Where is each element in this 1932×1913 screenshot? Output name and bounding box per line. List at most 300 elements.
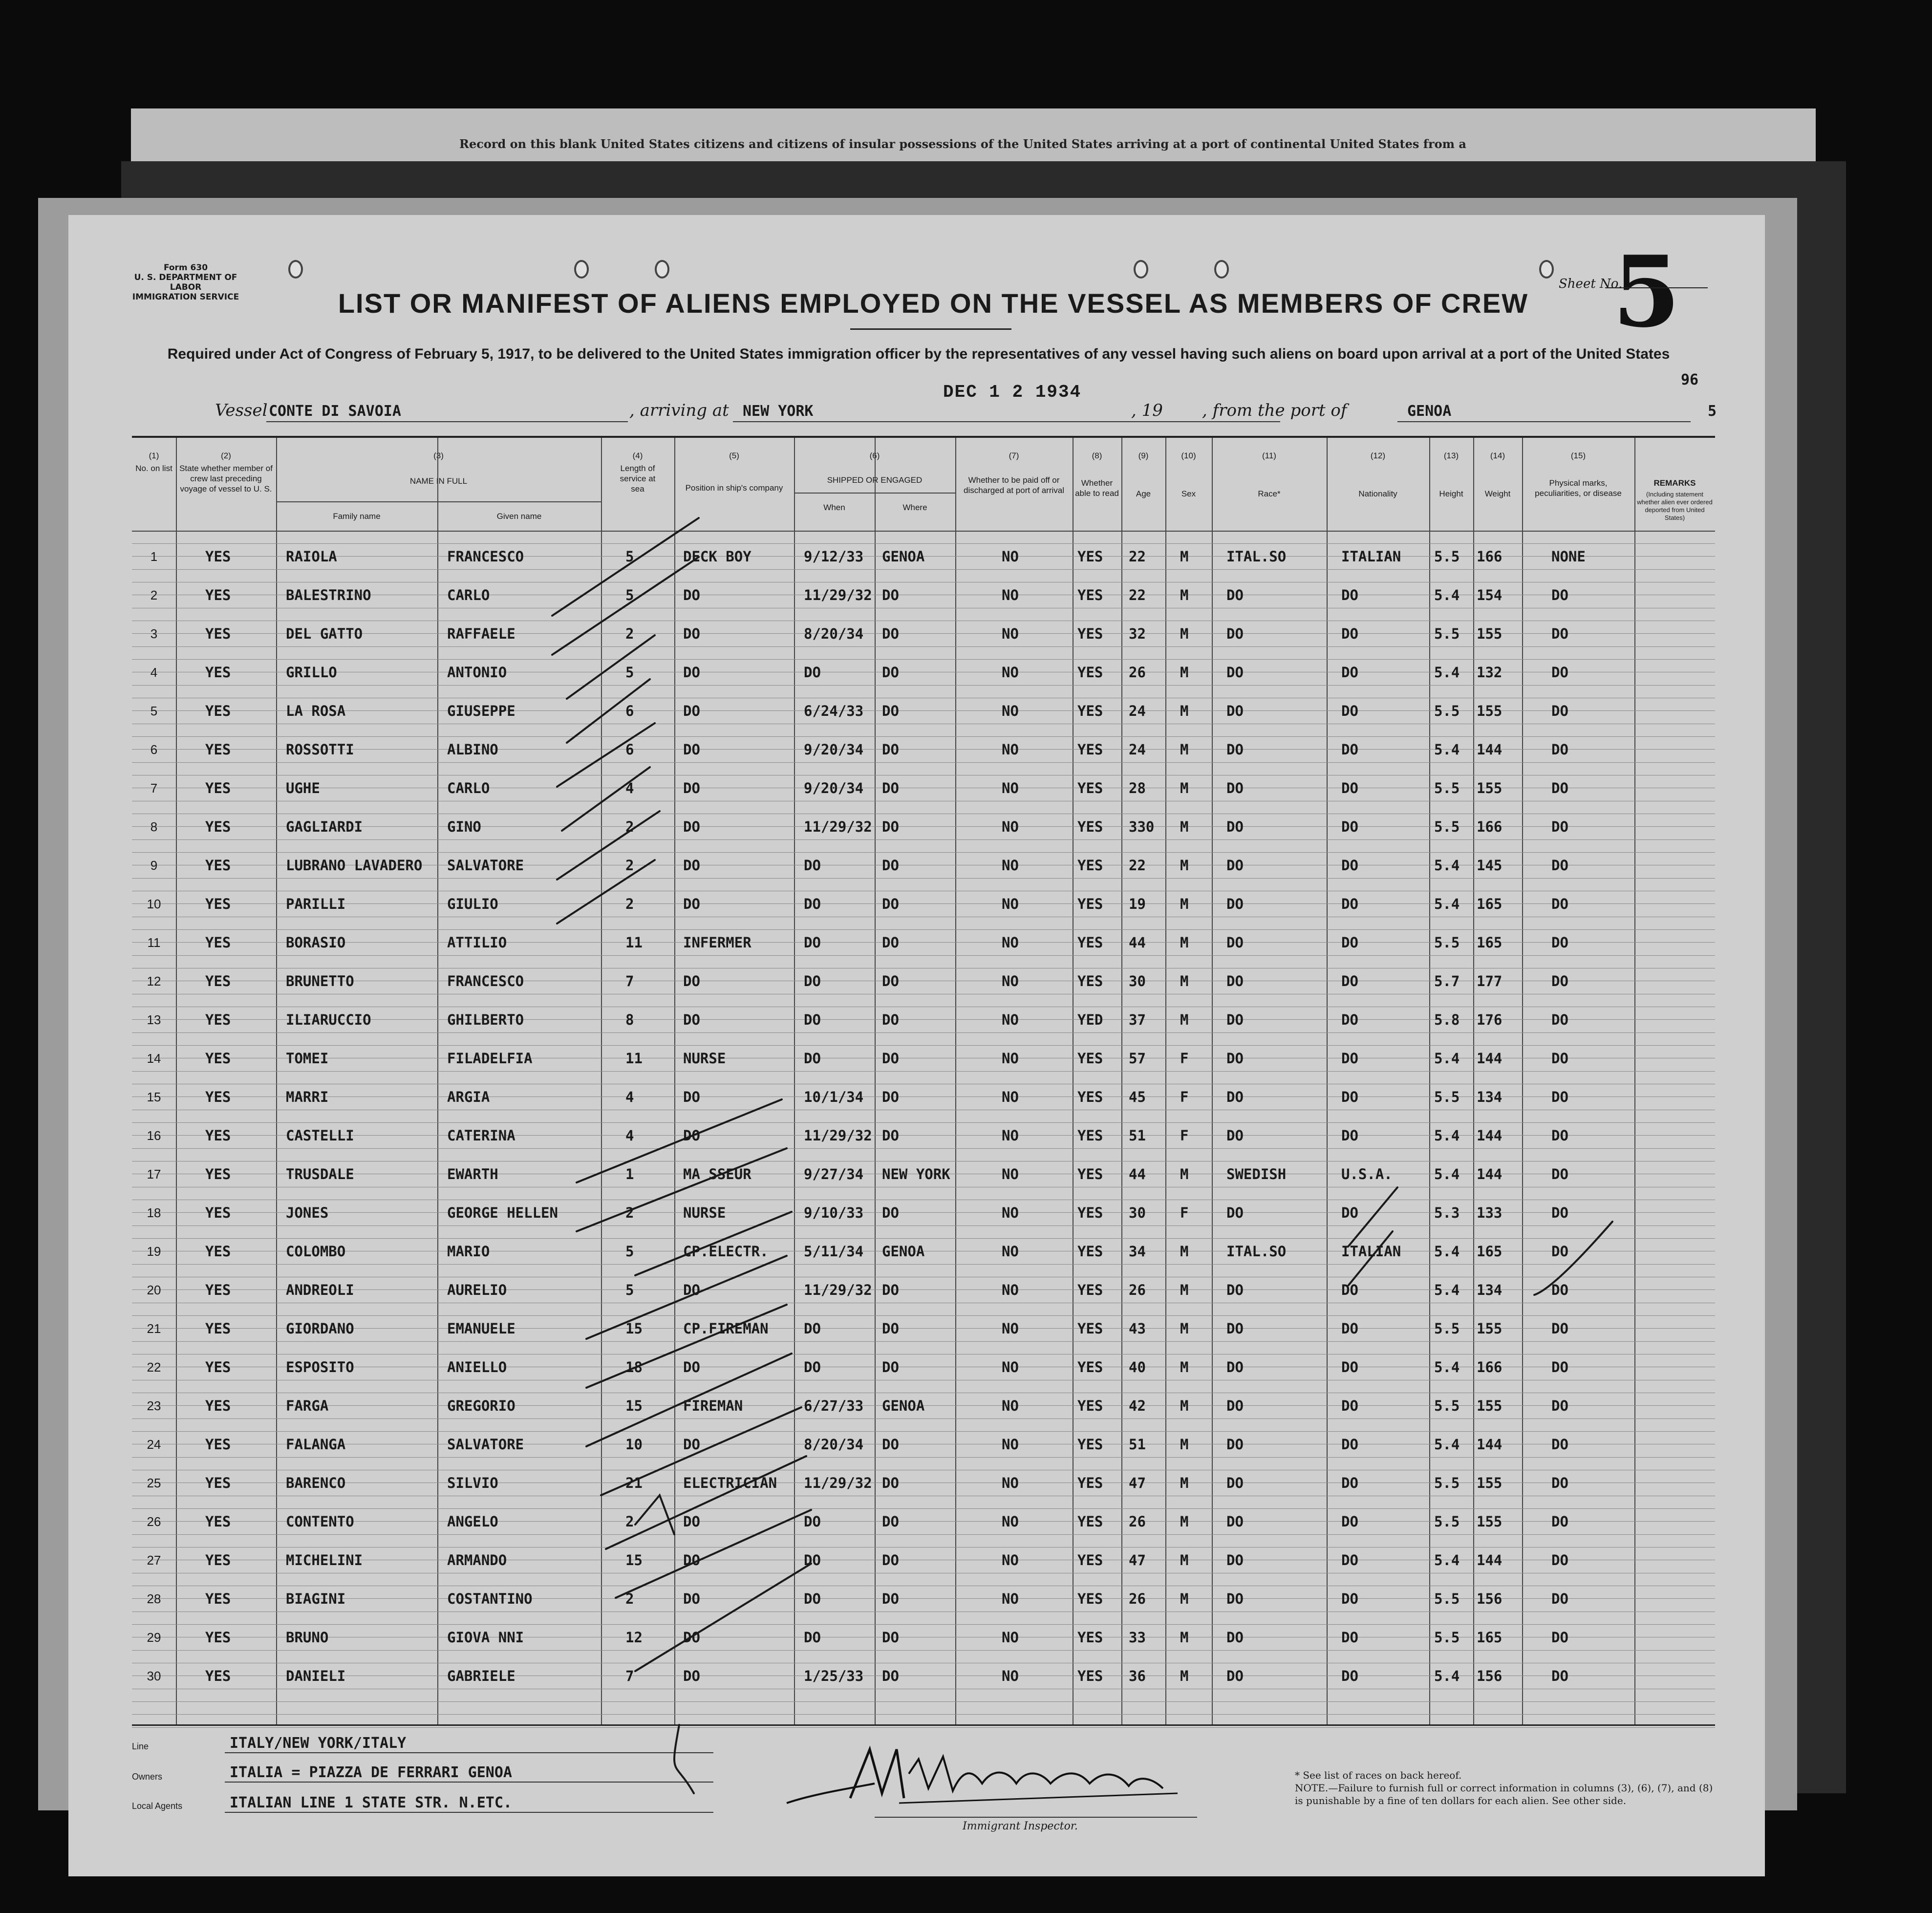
ruled-line <box>132 1650 1715 1651</box>
cell-weight: 155 <box>1477 1397 1503 1414</box>
cell-able-to-read: YES <box>1077 1204 1103 1221</box>
cell-nationality: DO <box>1341 1204 1358 1221</box>
cell-previous-voyage: YES <box>205 1320 231 1337</box>
cell-height: 5.5 <box>1434 1629 1460 1646</box>
cell-height: 5.4 <box>1434 857 1460 874</box>
cell-given-name: FRANCESCO <box>447 973 524 989</box>
cell-able-to-read: YES <box>1077 741 1103 758</box>
cell-race: DO <box>1226 780 1244 796</box>
agents-label: Local Agents <box>132 1801 183 1811</box>
cell-physical-marks: DO <box>1551 1668 1568 1684</box>
cell-previous-voyage: YES <box>205 1050 231 1067</box>
cell-race: DO <box>1226 625 1244 642</box>
line-label: Line <box>132 1741 149 1751</box>
cell-age: 45 <box>1129 1089 1146 1105</box>
cell-shipped-when: 9/20/34 <box>804 780 864 796</box>
ruled-line <box>132 1714 1715 1715</box>
ruled-line <box>132 1045 1715 1046</box>
cell-race: DO <box>1226 1397 1244 1414</box>
cell-nationality: DO <box>1341 1320 1358 1337</box>
sheet-number-label: Sheet No. <box>1559 277 1623 291</box>
cell-sex: M <box>1180 625 1189 642</box>
cell-previous-voyage: YES <box>205 780 231 796</box>
cell-given-name: FRANCESCO <box>447 548 524 565</box>
cell-race: DO <box>1226 1513 1244 1530</box>
col-5-number: (5) <box>729 451 739 460</box>
cell-given-name: ANIELLO <box>447 1359 507 1376</box>
punch-hole <box>1539 260 1554 279</box>
cell-position: NURSE <box>683 1050 726 1067</box>
cell-height: 5.3 <box>1434 1204 1460 1221</box>
cell-shipped-where: DO <box>882 780 899 796</box>
col-4-number: (4) <box>632 451 643 460</box>
col-3-number: (3) <box>433 451 444 460</box>
cell-previous-voyage: YES <box>205 1397 231 1414</box>
cell-paid-off: NO <box>1002 1243 1019 1260</box>
cell-paid-off: NO <box>1002 664 1019 681</box>
cell-weight: 132 <box>1477 664 1503 681</box>
cell-physical-marks: DO <box>1551 934 1568 951</box>
cell-physical-marks: DO <box>1551 1089 1568 1105</box>
col-12-number: (12) <box>1370 451 1386 460</box>
cell-sex: F <box>1180 1089 1189 1105</box>
ruled-line <box>132 1508 1715 1509</box>
cell-shipped-when: 11/29/32 <box>804 587 872 603</box>
cell-length-of-service: 7 <box>625 1668 634 1684</box>
ruled-line <box>132 1071 1715 1072</box>
arriving-port: NEW YORK <box>743 403 814 420</box>
cell-height: 5.4 <box>1434 1436 1460 1453</box>
owners-value: ITALIA = PIAZZA DE FERRARI GENOA <box>230 1764 512 1781</box>
agents-value: ITALIAN LINE 1 STATE STR. N.ETC. <box>230 1794 512 1811</box>
cell-nationality: U.S.A. <box>1341 1166 1393 1182</box>
cell-sex: M <box>1180 664 1189 681</box>
cell-shipped-when: DO <box>804 1320 821 1337</box>
cell-physical-marks: DO <box>1551 703 1568 719</box>
cell-given-name: SALVATORE <box>447 1436 524 1453</box>
cell-sex: M <box>1180 741 1189 758</box>
cell-length-of-service: 18 <box>625 1359 643 1376</box>
penalty-note: NOTE.—Failure to furnish full or correct information in columns (3), (6), (7), and (8) is punishable by a fine of ten dollars for each alien. See other side. <box>1295 1782 1713 1806</box>
manifest-page <box>68 215 1765 1876</box>
cell-shipped-where: DO <box>882 1011 899 1028</box>
date-stamp: DEC 1 2 1934 <box>943 382 1082 402</box>
cell-weight: 166 <box>1477 548 1503 565</box>
cell-family-name: CASTELLI <box>286 1127 354 1144</box>
cell-able-to-read: YES <box>1077 1243 1103 1260</box>
cell-row-number: 14 <box>147 1051 161 1066</box>
cell-length-of-service: 4 <box>625 1127 634 1144</box>
cell-sex: M <box>1180 1320 1189 1337</box>
service-name: IMMIGRATION SERVICE <box>132 292 239 302</box>
cell-nationality: DO <box>1341 1591 1358 1607</box>
cell-previous-voyage: YES <box>205 1513 231 1530</box>
race-note: * See list of races on back hereof. <box>1295 1769 1462 1781</box>
cell-age: 26 <box>1129 664 1146 681</box>
ruled-line <box>132 1341 1715 1342</box>
cell-previous-voyage: YES <box>205 1591 231 1607</box>
cell-height: 5.5 <box>1434 1397 1460 1414</box>
cell-age: 22 <box>1129 857 1146 874</box>
cell-position: FIREMAN <box>683 1397 743 1414</box>
cell-given-name: ATTILIO <box>447 934 507 951</box>
cell-paid-off: NO <box>1002 1629 1019 1646</box>
sheet-number: 5 <box>1612 235 1681 349</box>
ruled-line <box>132 685 1715 686</box>
cell-previous-voyage: YES <box>205 548 231 565</box>
cell-length-of-service: 2 <box>625 1513 634 1530</box>
ruled-line <box>132 1701 1715 1702</box>
cell-previous-voyage: YES <box>205 1089 231 1105</box>
cell-nationality: DO <box>1341 703 1358 719</box>
cell-row-number: 7 <box>150 781 158 795</box>
cell-sex: M <box>1180 1513 1189 1530</box>
cell-paid-off: NO <box>1002 780 1019 796</box>
cell-physical-marks: DO <box>1551 1127 1568 1144</box>
cell-row-number: 4 <box>150 665 158 680</box>
cell-shipped-where: GENOA <box>882 1243 925 1260</box>
cell-given-name: GABRIELE <box>447 1668 515 1684</box>
cell-row-number: 3 <box>150 626 158 641</box>
col-9-number: (9) <box>1138 451 1149 460</box>
cell-paid-off: NO <box>1002 1320 1019 1337</box>
ruled-line <box>132 1122 1715 1123</box>
col-6-number: (6) <box>869 451 880 460</box>
cell-nationality: DO <box>1341 1397 1358 1414</box>
cell-shipped-when: DO <box>804 973 821 989</box>
cell-shipped-where: NEW YORK <box>882 1166 950 1182</box>
cell-row-number: 20 <box>147 1283 161 1297</box>
cell-weight: 144 <box>1477 1050 1503 1067</box>
ruled-line <box>132 569 1715 570</box>
col-7-number: (7) <box>1009 451 1019 460</box>
cell-able-to-read: YES <box>1077 1282 1103 1298</box>
department-name: U. S. DEPARTMENT OF LABOR <box>134 273 237 292</box>
cell-shipped-where: DO <box>882 1320 899 1337</box>
cell-race: DO <box>1226 1359 1244 1376</box>
cell-paid-off: NO <box>1002 1050 1019 1067</box>
remarks-subheader: (Including statement whether alien ever ordered deported from United States) <box>1637 491 1713 521</box>
cell-paid-off: NO <box>1002 1668 1019 1684</box>
cell-age: 57 <box>1129 1050 1146 1067</box>
col-1-header: No. on list <box>135 464 172 473</box>
cell-position: DO <box>683 587 700 603</box>
cell-position: DECK BOY <box>683 548 751 565</box>
cell-weight: 155 <box>1477 780 1503 796</box>
cell-race: DO <box>1226 857 1244 874</box>
cell-length-of-service: 11 <box>625 1050 643 1067</box>
cell-weight: 144 <box>1477 1127 1503 1144</box>
col-9-header: Age <box>1136 489 1151 498</box>
cell-shipped-when: 9/27/34 <box>804 1166 864 1182</box>
col-14-number: (14) <box>1490 451 1505 460</box>
cell-race: DO <box>1226 1668 1244 1684</box>
cell-paid-off: NO <box>1002 1166 1019 1182</box>
cell-nationality: DO <box>1341 934 1358 951</box>
cell-shipped-where: DO <box>882 1204 899 1221</box>
cell-able-to-read: YES <box>1077 1050 1103 1067</box>
cell-able-to-read: YES <box>1077 1591 1103 1607</box>
cell-physical-marks: DO <box>1551 1320 1568 1337</box>
cell-sex: F <box>1180 1127 1189 1144</box>
cell-family-name: GAGLIARDI <box>286 818 363 835</box>
cell-paid-off: NO <box>1002 1591 1019 1607</box>
cell-position: DO <box>683 664 700 681</box>
cell-previous-voyage: YES <box>205 1282 231 1298</box>
cell-given-name: GINO <box>447 818 481 835</box>
manifest-footer <box>132 1730 1715 1871</box>
cell-paid-off: NO <box>1002 973 1019 989</box>
cell-race: DO <box>1226 1204 1244 1221</box>
cell-able-to-read: YES <box>1077 1320 1103 1337</box>
ruled-line <box>132 659 1715 660</box>
cell-previous-voyage: YES <box>205 703 231 719</box>
cell-race: DO <box>1226 1475 1244 1491</box>
cell-nationality: DO <box>1341 1359 1358 1376</box>
cell-family-name: LA ROSA <box>286 703 346 719</box>
cell-shipped-when: 11/29/32 <box>804 1127 872 1144</box>
cell-nationality: DO <box>1341 1282 1358 1298</box>
cell-sex: M <box>1180 1166 1189 1182</box>
cell-family-name: TRUSDALE <box>286 1166 354 1182</box>
punch-hole <box>574 260 589 279</box>
cell-position: DO <box>683 1127 700 1144</box>
cell-row-number: 28 <box>147 1591 161 1606</box>
cell-physical-marks: DO <box>1551 1282 1568 1298</box>
cell-given-name: GEORGE HELLEN <box>447 1204 558 1221</box>
cell-shipped-when: DO <box>804 664 821 681</box>
cell-previous-voyage: YES <box>205 1204 231 1221</box>
cell-nationality: DO <box>1341 1629 1358 1646</box>
cell-paid-off: NO <box>1002 625 1019 642</box>
cell-paid-off: NO <box>1002 1282 1019 1298</box>
cell-sex: M <box>1180 1436 1189 1453</box>
col-7-header: Whether to be paid off or discharged at port of arrival <box>964 475 1064 495</box>
cell-able-to-read: YES <box>1077 548 1103 565</box>
header-bottom-rule <box>132 531 1715 532</box>
cell-physical-marks: NONE <box>1551 548 1586 565</box>
cell-sex: M <box>1180 896 1189 912</box>
cell-paid-off: NO <box>1002 1552 1019 1569</box>
cell-shipped-where: DO <box>882 664 899 681</box>
cell-physical-marks: DO <box>1551 625 1568 642</box>
cell-row-number: 24 <box>147 1437 161 1452</box>
cell-sex: M <box>1180 587 1189 603</box>
cell-sex: M <box>1180 1629 1189 1646</box>
cell-previous-voyage: YES <box>205 1629 231 1646</box>
cell-shipped-where: DO <box>882 1552 899 1569</box>
cell-previous-voyage: YES <box>205 625 231 642</box>
cell-physical-marks: DO <box>1551 896 1568 912</box>
from-port: GENOA <box>1407 403 1452 420</box>
cell-weight: 144 <box>1477 1166 1503 1182</box>
crew-manifest-table <box>132 436 1715 1726</box>
cell-race: SWEDISH <box>1226 1166 1287 1182</box>
cell-position: DO <box>683 1552 700 1569</box>
cell-given-name: ARGIA <box>447 1089 490 1105</box>
cell-able-to-read: YES <box>1077 1668 1103 1684</box>
cell-shipped-where: DO <box>882 818 899 835</box>
cell-shipped-where: GENOA <box>882 1397 925 1414</box>
vessel-label: Vessel <box>215 401 268 420</box>
cell-length-of-service: 6 <box>625 741 634 758</box>
remarks-header: REMARKS <box>1653 478 1696 488</box>
cell-given-name: ALBINO <box>447 741 498 758</box>
cell-nationality: DO <box>1341 1513 1358 1530</box>
cell-shipped-when: 8/20/34 <box>804 1436 864 1453</box>
ruled-line <box>132 878 1715 879</box>
cell-shipped-where: DO <box>882 857 899 874</box>
cell-position: DO <box>683 703 700 719</box>
cell-height: 5.5 <box>1434 703 1460 719</box>
cell-able-to-read: YES <box>1077 973 1103 989</box>
cell-sex: F <box>1180 1204 1189 1221</box>
cell-row-number: 12 <box>147 974 161 989</box>
cell-height: 5.7 <box>1434 973 1460 989</box>
cell-able-to-read: YES <box>1077 1629 1103 1646</box>
cell-shipped-where: DO <box>882 703 899 719</box>
cell-weight: 165 <box>1477 896 1503 912</box>
owners-label: Owners <box>132 1772 163 1782</box>
cell-paid-off: NO <box>1002 1011 1019 1028</box>
cell-previous-voyage: YES <box>205 1166 231 1182</box>
cell-race: DO <box>1226 741 1244 758</box>
ruled-line <box>132 762 1715 763</box>
cell-able-to-read: YES <box>1077 1166 1103 1182</box>
cell-length-of-service: 12 <box>625 1629 643 1646</box>
cell-length-of-service: 11 <box>625 934 643 951</box>
cell-position: DO <box>683 1436 700 1453</box>
cell-paid-off: NO <box>1002 934 1019 951</box>
cell-shipped-where: GENOA <box>882 548 925 565</box>
cell-shipped-when: 10/1/34 <box>804 1089 864 1105</box>
cell-sex: M <box>1180 1397 1189 1414</box>
cell-shipped-when: DO <box>804 1552 821 1569</box>
cell-physical-marks: DO <box>1551 741 1568 758</box>
cell-able-to-read: YES <box>1077 896 1103 912</box>
cell-shipped-when: DO <box>804 934 821 951</box>
ruled-line <box>132 955 1715 956</box>
cell-shipped-where: DO <box>882 896 899 912</box>
cell-family-name: FALANGA <box>286 1436 346 1453</box>
cell-physical-marks: DO <box>1551 1166 1568 1182</box>
cell-length-of-service: 2 <box>625 818 634 835</box>
cell-weight: 166 <box>1477 818 1503 835</box>
cell-shipped-when: 9/20/34 <box>804 741 864 758</box>
cell-race: DO <box>1226 1089 1244 1105</box>
cell-previous-voyage: YES <box>205 857 231 874</box>
cell-race: DO <box>1226 664 1244 681</box>
cell-given-name: GHILBERTO <box>447 1011 524 1028</box>
cell-height: 5.4 <box>1434 1166 1460 1182</box>
cell-sex: F <box>1180 1050 1189 1067</box>
cell-nationality: DO <box>1341 587 1358 603</box>
cell-age: 19 <box>1129 896 1146 912</box>
col-5-header: Position in ship's company <box>685 483 783 493</box>
cell-row-number: 6 <box>150 742 158 757</box>
cell-position: DO <box>683 1089 700 1105</box>
cell-family-name: COLOMBO <box>286 1243 346 1260</box>
cell-sex: M <box>1180 703 1189 719</box>
cell-age: 26 <box>1129 1513 1146 1530</box>
cell-row-number: 19 <box>147 1244 161 1259</box>
cell-shipped-when: DO <box>804 857 821 874</box>
cell-able-to-read: YES <box>1077 664 1103 681</box>
vessel-line <box>215 371 1720 427</box>
cell-shipped-when: DO <box>804 1359 821 1376</box>
inspector-label: Immigrant Inspector. <box>963 1820 1078 1832</box>
cell-previous-voyage: YES <box>205 587 231 603</box>
cell-length-of-service: 5 <box>625 664 634 681</box>
cell-height: 5.5 <box>1434 1475 1460 1491</box>
cell-family-name: ESPOSITO <box>286 1359 354 1376</box>
cell-previous-voyage: YES <box>205 741 231 758</box>
cell-physical-marks: DO <box>1551 1243 1568 1260</box>
cell-sex: M <box>1180 1591 1189 1607</box>
page-title: LIST OR MANIFEST OF ALIENS EMPLOYED ON THE VESSEL AS MEMBERS OF CREW <box>338 288 1529 319</box>
punch-hole <box>288 260 303 279</box>
cell-length-of-service: 2 <box>625 625 634 642</box>
cell-shipped-when: 11/29/32 <box>804 1475 872 1491</box>
cell-length-of-service: 1 <box>625 1166 634 1182</box>
cell-family-name: CONTENTO <box>286 1513 354 1530</box>
cell-given-name: ARMANDO <box>447 1552 507 1569</box>
cell-previous-voyage: YES <box>205 1475 231 1491</box>
ruled-line <box>132 543 1715 544</box>
col-8-header: Whether able to read <box>1075 478 1119 498</box>
cell-previous-voyage: YES <box>205 1359 231 1376</box>
cell-nationality: DO <box>1341 741 1358 758</box>
cell-position: DO <box>683 741 700 758</box>
cell-family-name: MARRI <box>286 1089 329 1105</box>
arriving-label: , arriving at <box>629 401 729 420</box>
cell-row-number: 13 <box>147 1012 161 1027</box>
cell-row-number: 5 <box>150 704 158 718</box>
cell-previous-voyage: YES <box>205 973 231 989</box>
cell-row-number: 16 <box>147 1128 161 1143</box>
col-14-header: Weight <box>1484 489 1511 498</box>
ruled-line <box>132 852 1715 853</box>
cell-nationality: DO <box>1341 1127 1358 1144</box>
cell-physical-marks: DO <box>1551 1204 1568 1221</box>
cell-family-name: ANDREOLI <box>286 1282 354 1298</box>
cell-sex: M <box>1180 934 1189 951</box>
cell-age: 34 <box>1129 1243 1146 1260</box>
ruled-line <box>132 929 1715 930</box>
cell-height: 5.5 <box>1434 548 1460 565</box>
cell-race: DO <box>1226 934 1244 951</box>
cell-nationality: DO <box>1341 973 1358 989</box>
cell-position: NURSE <box>683 1204 726 1221</box>
cell-row-number: 29 <box>147 1630 161 1645</box>
cell-weight: 155 <box>1477 1513 1503 1530</box>
cell-weight: 155 <box>1477 1320 1503 1337</box>
cell-shipped-when: DO <box>804 1011 821 1028</box>
col-3-header: NAME IN FULL <box>409 476 468 486</box>
cell-shipped-when: 5/11/34 <box>804 1243 864 1260</box>
ruled-line <box>132 1225 1715 1226</box>
cell-weight: 155 <box>1477 625 1503 642</box>
cell-age: 44 <box>1129 934 1146 951</box>
cell-nationality: ITALIAN <box>1341 1243 1401 1260</box>
cell-height: 5.5 <box>1434 1089 1460 1105</box>
cell-given-name: MARIO <box>447 1243 490 1260</box>
cell-physical-marks: DO <box>1551 587 1568 603</box>
cell-position: CP.FIREMAN <box>683 1320 769 1337</box>
col-3a-header: Family name <box>333 512 381 521</box>
cell-paid-off: NO <box>1002 857 1019 874</box>
col-6b-header: Where <box>902 503 927 512</box>
